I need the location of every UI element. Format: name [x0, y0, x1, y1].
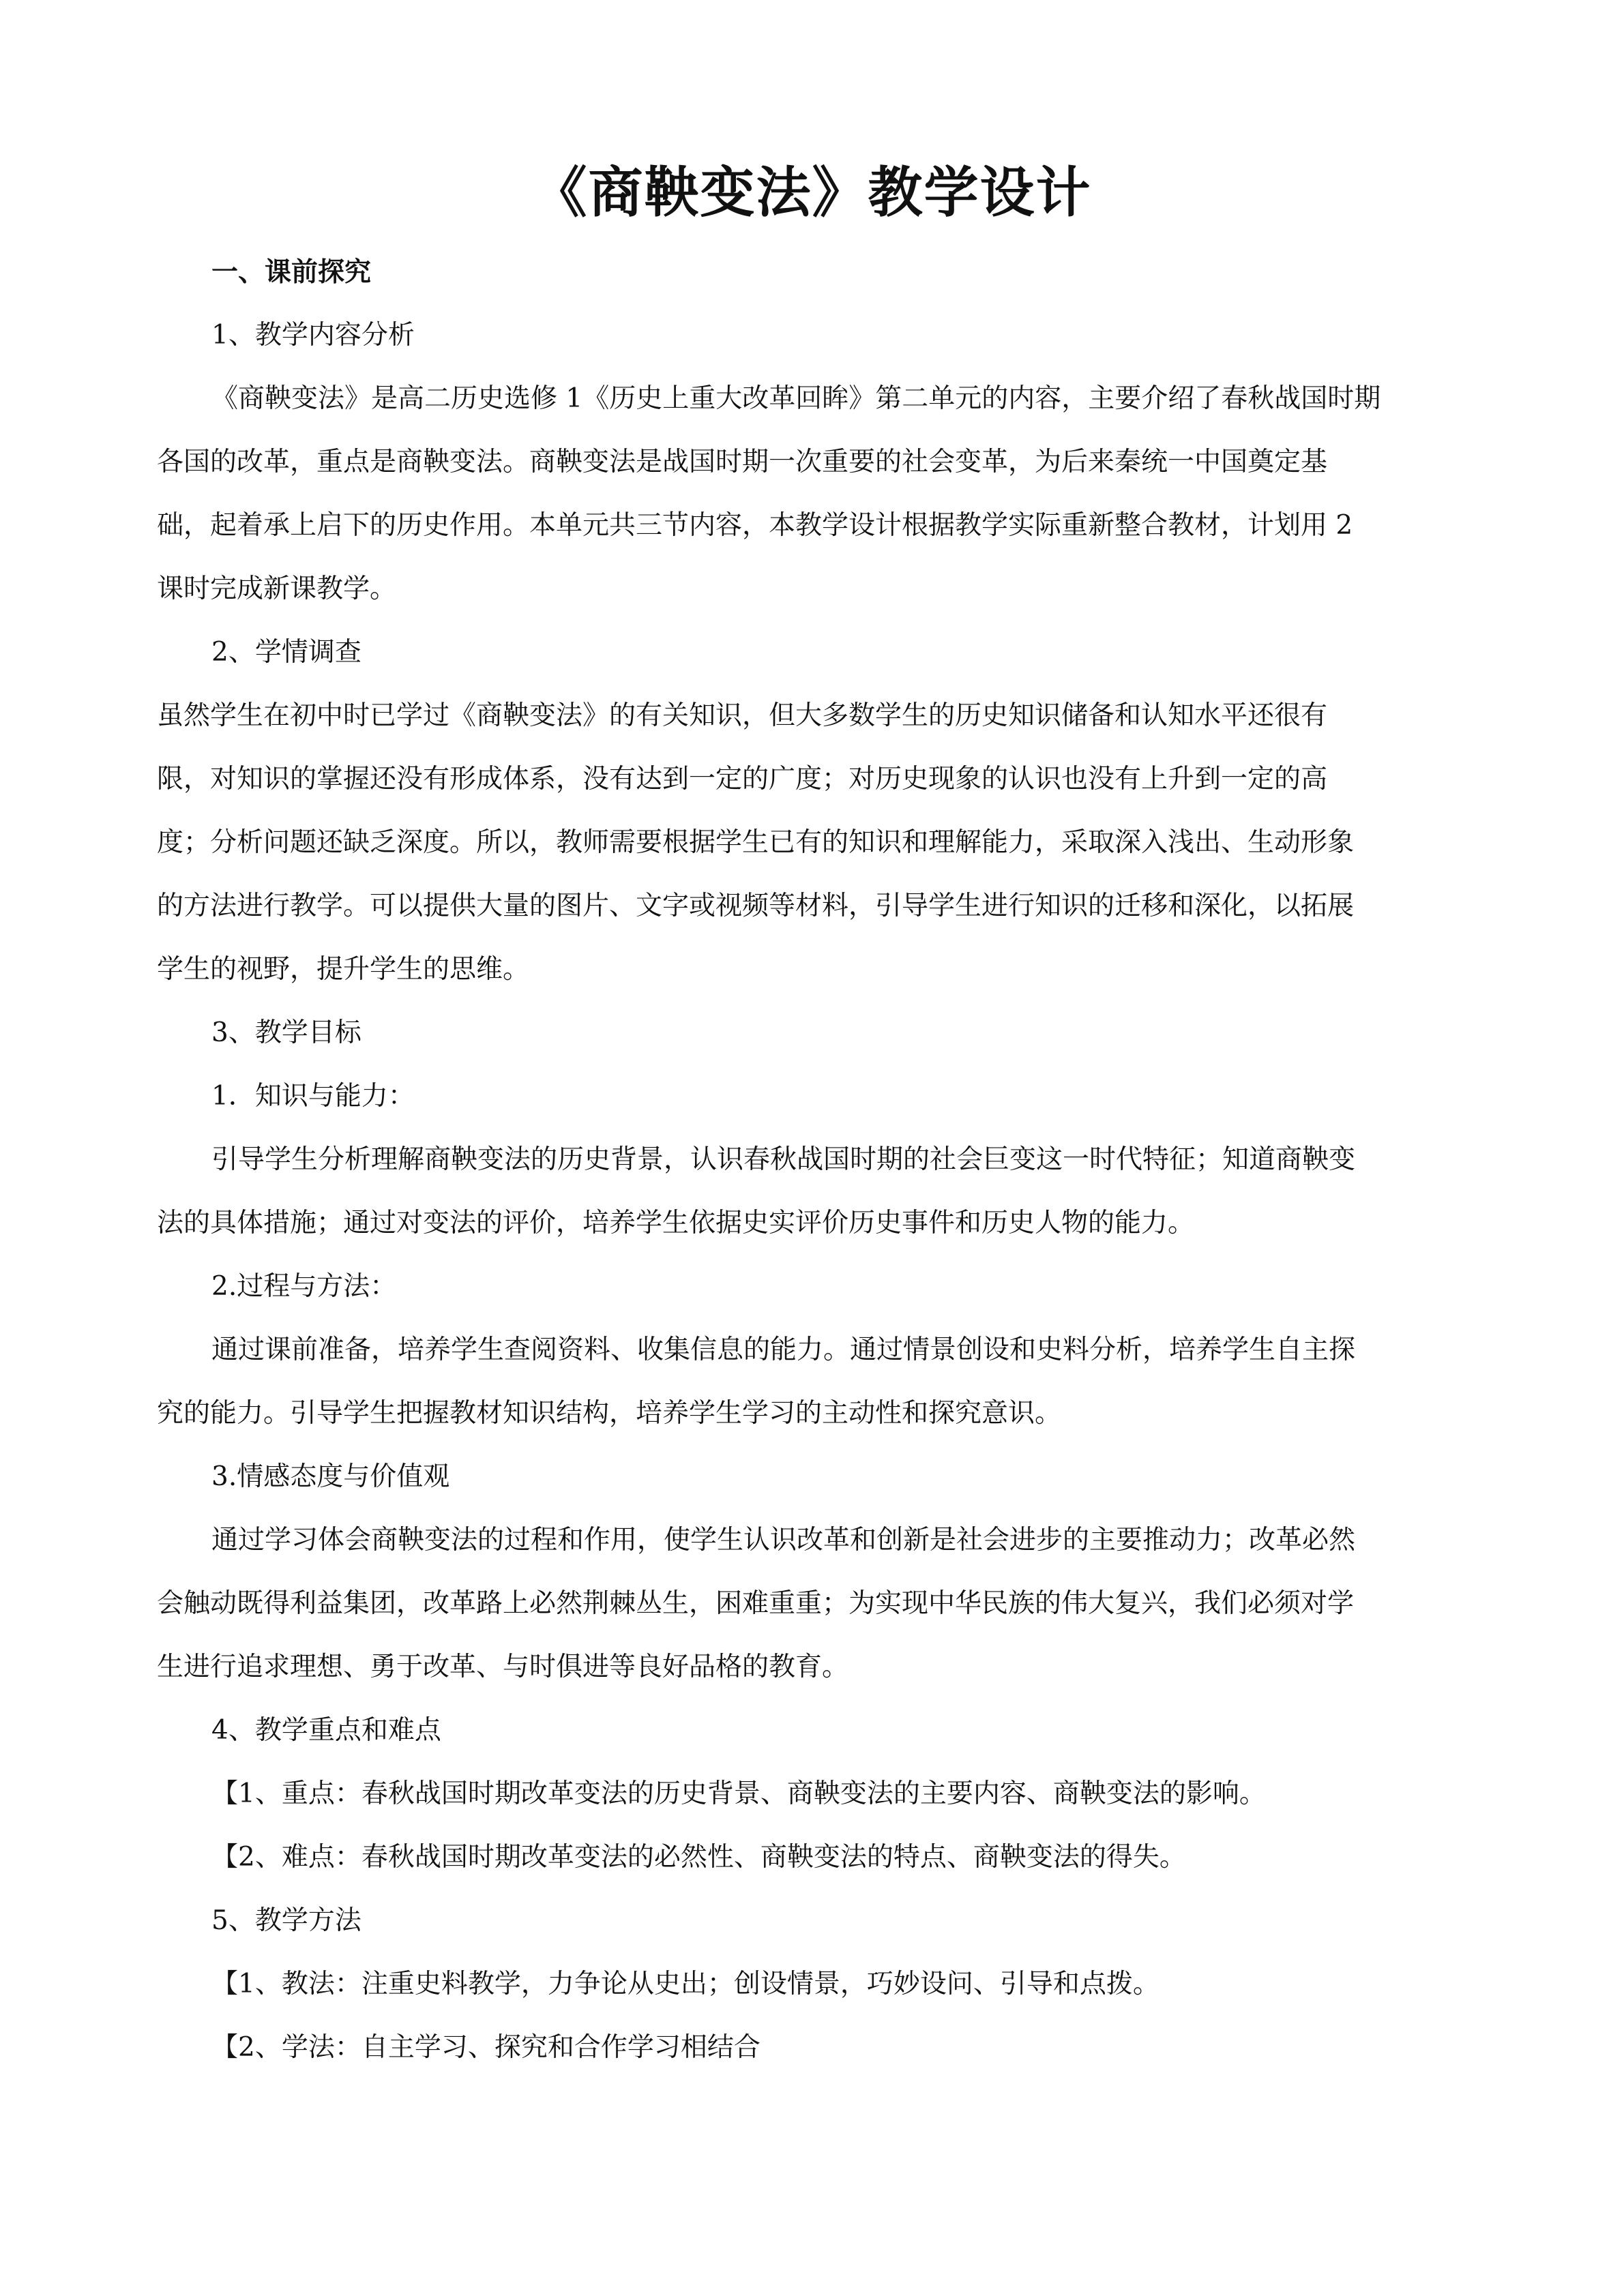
paragraph-line: 限，对知识的掌握还没有形成体系，没有达到一定的广度；对历史现象的认识也没有上升到一定的高 [157, 764, 1328, 794]
paragraph-line: 的方法进行教学。可以提供大量的图片、文字或视频等材料，引导学生进行知识的迁移和深化，以拓展 [157, 891, 1355, 921]
paragraph-line: 础，起着承上启下的历史作用。本单元共三节内容，本教学设计根据教学实际重新整合教材，计划用 2 [157, 510, 1353, 541]
list-item-teaching-method: 【1、教法：注重史料教学，力争论从史出；创设情景，巧妙设问、引导和点拨。 [211, 1969, 1160, 1999]
list-item-key-point: 【1、重点：春秋战国时期改革变法的历史背景、商鞅变法的主要内容、商鞅变法的影响。 [211, 1778, 1266, 1809]
subheading-content-analysis: 1、教学内容分析 [211, 320, 415, 351]
subheading-teaching-methods: 5、教学方法 [211, 1905, 361, 1936]
paragraph-line: 虽然学生在初中时已学过《商鞅变法》的有关知识，但大多数学生的历史知识储备和认知水平还很有 [157, 700, 1328, 731]
paragraph-line: 通过学习体会商鞅变法的过程和作用，使学生认识改革和创新是社会进步的主要推动力；改革必然 [211, 1525, 1356, 1555]
paragraph-line: 课时完成新课教学。 [157, 573, 397, 604]
subheading-teaching-goals: 3、教学目标 [211, 1017, 361, 1048]
goal-heading-knowledge: 1．知识与能力： [211, 1081, 415, 1112]
goal-heading-process: 2.过程与方法： [211, 1271, 397, 1302]
paragraph-line: 通过课前准备，培养学生查阅资料、收集信息的能力。通过情景创设和史料分析，培养学生自主探 [211, 1335, 1356, 1365]
paragraph-line: 生进行追求理想、勇于改革、与时俱进等良好品格的教育。 [157, 1652, 849, 1682]
list-item-learning-method: 【2、学法：自主学习、探究和合作学习相结合 [211, 2032, 761, 2063]
list-item-difficulty: 【2、难点：春秋战国时期改革变法的必然性、商鞅变法的特点、商鞅变法的得失。 [211, 1842, 1186, 1873]
paragraph-line: 引导学生分析理解商鞅变法的历史背景，认识春秋战国时期的社会巨变这一时代特征；知道商鞅变 [211, 1144, 1356, 1175]
paragraph-line: 度；分析问题还缺乏深度。所以，教师需要根据学生已有的知识和理解能力，采取深入浅出、生动形象 [157, 827, 1355, 858]
paragraph-line: 学生的视野，提升学生的思维。 [157, 954, 530, 985]
paragraph-line: 《商鞅变法》是高二历史选修 1《历史上重大改革回眸》第二单元的内容，主要介绍了春秋战国时期 [211, 383, 1381, 414]
paragraph-line: 会触动既得利益集团，改革路上必然荆棘丛生，困难重重；为实现中华民族的伟大复兴，我们必须对学 [157, 1588, 1355, 1619]
paragraph-line: 究的能力。引导学生把握教材知识结构，培养学生学习的主动性和探究意识。 [157, 1398, 1062, 1429]
subheading-student-survey: 2、学情调查 [211, 637, 361, 668]
subheading-key-points: 4、教学重点和难点 [211, 1715, 441, 1746]
document-title: 《商鞅变法》教学设计 [532, 160, 1092, 224]
paragraph-line: 法的具体措施；通过对变法的评价，培养学生依据史实评价历史事件和历史人物的能力。 [157, 1208, 1195, 1238]
section-heading-pre-class-inquiry: 一、课前探究 [211, 256, 372, 288]
goal-heading-values: 3.情感态度与价值观 [211, 1461, 450, 1492]
paragraph-line: 各国的改革，重点是商鞅变法。商鞅变法是战国时期一次重要的社会变革，为后来秦统一中国奠定基 [157, 447, 1328, 477]
